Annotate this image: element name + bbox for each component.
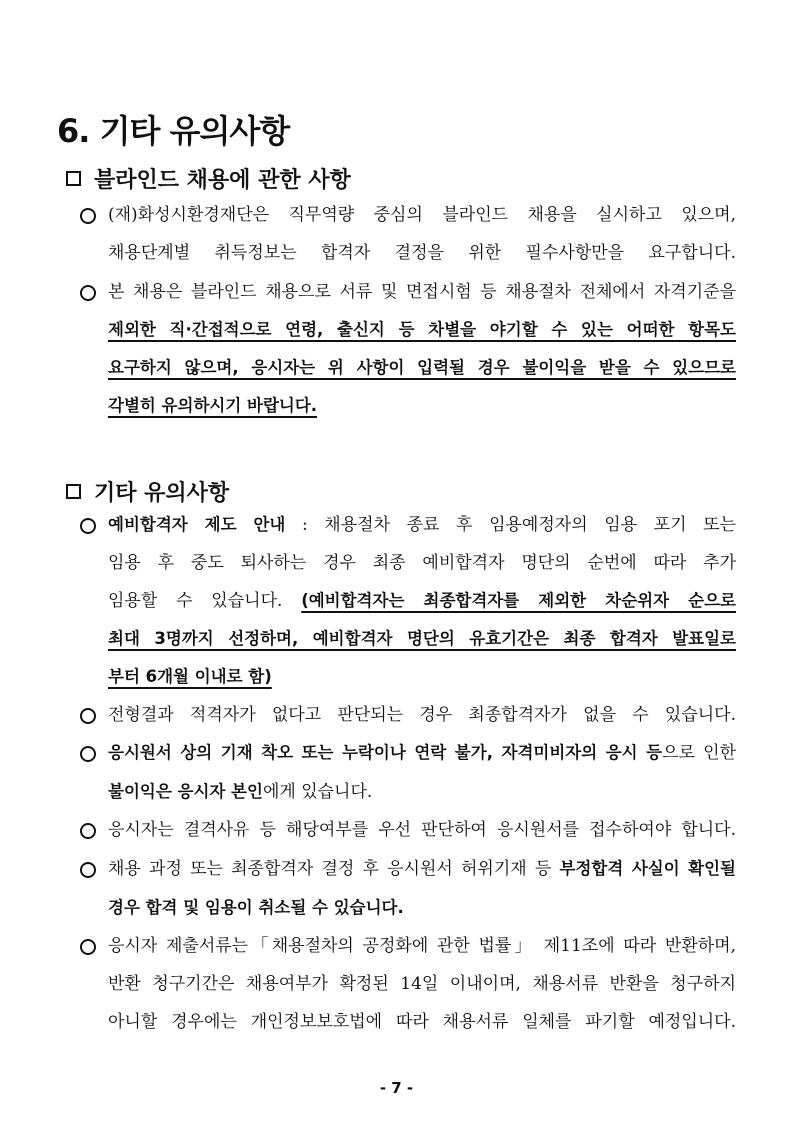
paragraph-line: 채용단계별 취득정보는 합격자 결정을 위한 필수사항만을 요구합니다.	[108, 243, 736, 263]
section-heading-label: 기타 유의사항	[94, 481, 230, 506]
circle-bullet-icon	[80, 746, 96, 762]
paragraph-line: 반환 청구기간은 채용여부가 확정된 14일 이내이며, 채용서류 반환을 청구하지	[108, 974, 736, 994]
paragraph-line: (재)화성시환경재단은 직무역량 중심의 블라인드 채용을 실시하고 있으며,	[108, 205, 736, 225]
section-heading-blind-hiring	[66, 163, 351, 194]
paragraph-line: 응시자는 결격사유 등 해당여부를 우선 판단하여 응시원서를 접수하여야 합니다.	[108, 820, 736, 840]
paragraph-line-emphasis: 부터 6개월 이내로 함)	[108, 667, 272, 686]
checkbox-square-icon	[66, 484, 81, 499]
section-heading-other-notes	[66, 476, 229, 507]
paragraph-line	[108, 741, 736, 765]
paragraph-line	[108, 780, 736, 804]
page-number: - 7 -	[379, 1079, 414, 1097]
section-heading-label: 블라인드 채용에 관한 사항	[94, 168, 351, 193]
paragraph-line-emphasis: 각별히 유의하시기 바랍니다.	[108, 396, 318, 415]
plain-text: : 채용절차 종료 후 임용예정자의 임용 포기 또는	[285, 515, 736, 535]
paragraph-line: 본 채용은 블라인드 채용으로 서류 및 면접시험 등 채용절차 전체에서 자격기준을	[108, 282, 736, 302]
circle-bullet-icon	[80, 208, 96, 224]
circle-bullet-icon	[80, 823, 96, 839]
emphasis-text: (예비합격자는 최종합격자를 제외한 차순위자 순으로	[301, 591, 736, 610]
plain-text: 채용 과정 또는 최종합격자 결정 후 응시원서 허위기재 등	[108, 859, 560, 879]
emphasis-text: 부정합격 사실이 확인될	[559, 859, 736, 878]
circle-bullet-icon	[80, 862, 96, 878]
paragraph-line-emphasis: 제외한 직·간접적으로 연령, 출신지 등 차별을 야기할 수 있는 어떠한 항목도	[108, 320, 736, 339]
page-title: 6. 기타 유의사항	[57, 112, 290, 150]
emphasis-text: 불이익은 응시자 본인	[108, 782, 263, 801]
paragraph-line	[108, 857, 736, 881]
circle-bullet-icon	[80, 708, 96, 724]
paragraph-line-emphasis: 최대 3명까지 선정하며, 예비합격자 명단의 유효기간은 최종 합격자 발표일로	[108, 629, 736, 648]
paragraph-line: 아니할 경우에는 개인정보보호법에 따라 채용서류 일체를 파기할 예정입니다.	[108, 1012, 736, 1032]
checkbox-square-icon	[66, 171, 81, 186]
circle-bullet-icon	[80, 285, 96, 301]
paragraph-line-emphasis: 요구하지 않으며, 응시자는 위 사항이 입력될 경우 불이익을 받을 수 있으므로	[108, 358, 736, 377]
plain-text: 으로 인한	[662, 743, 736, 763]
paragraph-line-emphasis: 경우 합격 및 임용이 취소될 수 있습니다.	[108, 898, 404, 917]
plain-text: 임용할 수 있습니다.	[108, 591, 302, 611]
circle-bullet-icon	[80, 518, 96, 534]
paragraph-line: 전형결과 적격자가 없다고 판단되는 경우 최종합격자가 없을 수 있습니다.	[108, 705, 736, 725]
paragraph-line	[108, 589, 736, 613]
plain-text: 에게 있습니다.	[262, 782, 373, 802]
circle-bullet-icon	[80, 939, 96, 955]
emphasis-text: 예비합격자 제도 안내	[108, 515, 286, 534]
paragraph-line: 응시자 제출서류는「채용절차의 공정화에 관한 법률」 제11조에 따라 반환하며,	[108, 936, 736, 956]
emphasis-text: 응시원서 상의 기재 착오 또는 누락이나 연락 불가, 자격미비자의 응시 등	[108, 743, 663, 762]
paragraph-line: 임용 후 중도 퇴사하는 경우 최종 예비합격자 명단의 순번에 따라 추가	[108, 553, 736, 573]
paragraph-line	[108, 513, 736, 537]
